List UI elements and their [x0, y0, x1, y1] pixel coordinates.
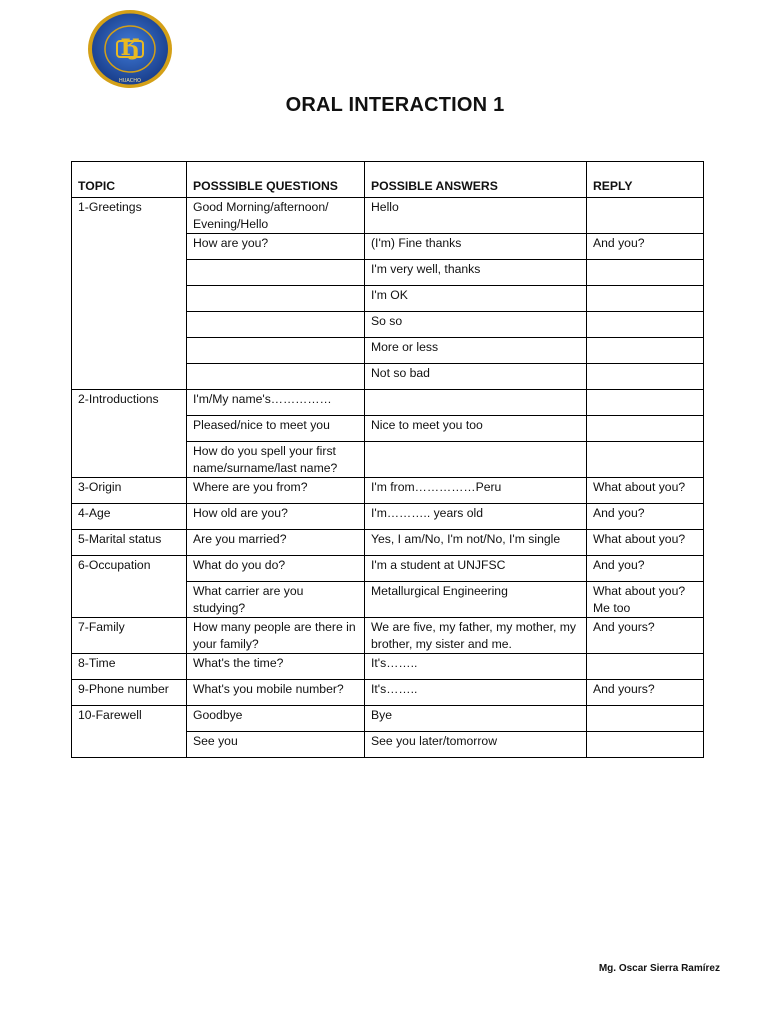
answer-cell: More or less — [365, 338, 587, 364]
topic-cell: 1-Greetings — [72, 198, 187, 390]
question-cell: What's the time? — [187, 654, 365, 680]
table-row — [72, 618, 704, 654]
answer-cell: Nice to meet you too — [365, 416, 587, 442]
table-row — [72, 706, 704, 732]
answer-cell — [365, 390, 587, 416]
reply-cell — [587, 260, 704, 286]
topic-cell: 7-Family — [72, 618, 187, 654]
question-cell — [187, 260, 365, 286]
reply-cell — [587, 654, 704, 680]
svg-text:Ӄ: Ӄ — [120, 35, 140, 61]
table-row — [72, 198, 704, 234]
answer-cell: I'm OK — [365, 286, 587, 312]
answer-cell: Metallurgical Engineering — [365, 582, 587, 618]
reply-cell: And you? — [587, 556, 704, 582]
answer-cell: It's…….. — [365, 654, 587, 680]
question-cell — [187, 286, 365, 312]
table-row — [72, 680, 704, 706]
answer-cell: Not so bad — [365, 364, 587, 390]
answer-cell: So so — [365, 312, 587, 338]
answer-cell: It's…….. — [365, 680, 587, 706]
table-row — [72, 654, 704, 680]
question-cell — [187, 338, 365, 364]
table-row — [72, 556, 704, 582]
university-seal-logo — [86, 8, 174, 90]
reply-cell — [587, 390, 704, 416]
reply-cell: What about you? — [587, 530, 704, 556]
question-cell: Good Morning/afternoon/ Evening/Hello — [187, 198, 365, 234]
reply-cell — [587, 338, 704, 364]
svg-text:HUACHO: HUACHO — [119, 78, 141, 84]
table-row — [72, 478, 704, 504]
question-cell — [187, 364, 365, 390]
question-cell: Where are you from? — [187, 478, 365, 504]
question-cell: How are you? — [187, 234, 365, 260]
column-header: POSSIBLE ANSWERS — [365, 162, 587, 198]
answer-cell: I'm a student at UNJFSC — [365, 556, 587, 582]
topic-cell: 4-Age — [72, 504, 187, 530]
question-cell: I'm/My name's…………… — [187, 390, 365, 416]
reply-cell — [587, 442, 704, 478]
answer-cell: See you later/tomorrow — [365, 732, 587, 758]
question-cell: Pleased/nice to meet you — [187, 416, 365, 442]
reply-cell — [587, 706, 704, 732]
question-cell: What's you mobile number? — [187, 680, 365, 706]
topic-cell: 3-Origin — [72, 478, 187, 504]
reply-cell: What about you? — [587, 478, 704, 504]
question-cell: How many people are there in your family? — [187, 618, 365, 654]
table-row — [72, 504, 704, 530]
answer-cell: We are five, my father, my mother, my brother, my sister and me. — [365, 618, 587, 654]
reply-cell — [587, 416, 704, 442]
question-cell: What do you do? — [187, 556, 365, 582]
topic-cell: 10-Farewell — [72, 706, 187, 758]
question-cell: Goodbye — [187, 706, 365, 732]
question-cell: What carrier are you studying? — [187, 582, 365, 618]
column-header: POSSSIBLE QUESTIONS — [187, 162, 365, 198]
table-row — [72, 390, 704, 416]
reply-cell — [587, 312, 704, 338]
answer-cell: I'm from……………Peru — [365, 478, 587, 504]
question-cell: See you — [187, 732, 365, 758]
reply-cell — [587, 732, 704, 758]
column-header: REPLY — [587, 162, 704, 198]
page-title: ORAL INTERACTION 1 — [285, 94, 505, 116]
answer-cell: I'm……….. years old — [365, 504, 587, 530]
reply-cell — [587, 286, 704, 312]
question-cell: Are you married? — [187, 530, 365, 556]
author-signature: Mg. Oscar Sierra Ramírez — [598, 963, 720, 974]
reply-cell: And you? — [587, 234, 704, 260]
question-cell — [187, 312, 365, 338]
reply-cell: What about you? Me too — [587, 582, 704, 618]
reply-cell: And yours? — [587, 618, 704, 654]
answer-cell: (I'm) Fine thanks — [365, 234, 587, 260]
topic-cell: 6-Occupation — [72, 556, 187, 618]
table-row — [72, 530, 704, 556]
answer-cell: Hello — [365, 198, 587, 234]
column-header: TOPIC — [72, 162, 187, 198]
answer-cell: Yes, I am/No, I'm not/No, I'm single — [365, 530, 587, 556]
topic-cell: 9-Phone number — [72, 680, 187, 706]
topic-cell: 5-Marital status — [72, 530, 187, 556]
reply-cell — [587, 364, 704, 390]
answer-cell: Bye — [365, 706, 587, 732]
topic-cell: 2-Introductions — [72, 390, 187, 478]
question-cell: How old are you? — [187, 504, 365, 530]
table-header-row — [72, 162, 704, 198]
answer-cell — [365, 442, 587, 478]
reply-cell — [587, 198, 704, 234]
reply-cell: And you? — [587, 504, 704, 530]
question-cell: How do you spell your first name/surname/last name? — [187, 442, 365, 478]
topic-cell: 8-Time — [72, 654, 187, 680]
reply-cell: And yours? — [587, 680, 704, 706]
answer-cell: I'm very well, thanks — [365, 260, 587, 286]
oral-interaction-table — [71, 161, 704, 758]
